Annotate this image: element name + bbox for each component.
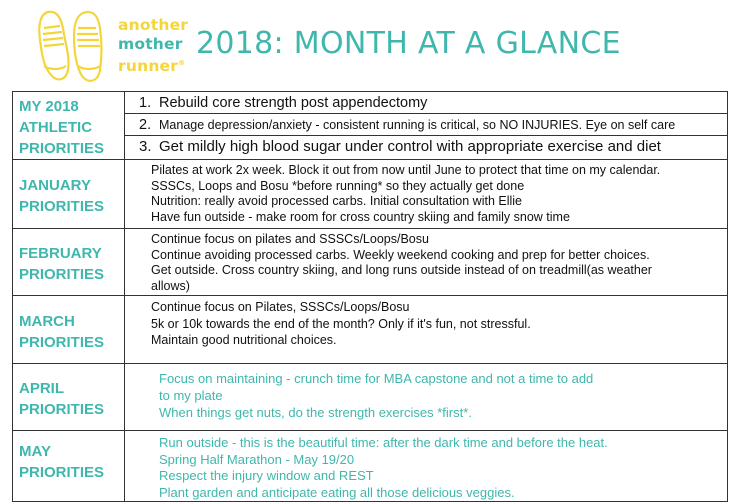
priority-line: Respect the injury window and REST (159, 468, 374, 483)
priority-line: Pilates at work 2x week. Block it out from now until June to protect that time on my calendar. (151, 163, 661, 177)
february-priorities-cell (125, 229, 728, 296)
label-line: PRIORITIES (19, 266, 105, 283)
row-label-january (13, 160, 125, 229)
priority-line: allows) (151, 278, 190, 293)
priority-line: Run outside - this is the beautiful time: after the dark time and before the heat. (159, 435, 608, 450)
priority-line: Maintain good nutritional choices. (151, 333, 337, 347)
priority-number: 2. (139, 116, 152, 133)
table-row (13, 160, 728, 229)
label-line: ATHLETIC (19, 119, 93, 136)
table-row (13, 364, 728, 431)
table-row (13, 296, 728, 364)
table-row (13, 92, 728, 160)
may-priorities-cell (125, 431, 728, 502)
page-title: 2018: MONTH AT A GLANCE (196, 26, 621, 61)
label-line: PRIORITIES (19, 198, 105, 215)
priority-line: Plant garden and anticipate eating all those delicious veggies. (159, 484, 515, 500)
priority-line: 5k or 10k towards the end of the month? Only if it's fun, not stressful. (151, 316, 531, 331)
row-label-athletic (13, 92, 125, 160)
priority-line: When things get nuts, do the strength exercises *first*. (159, 405, 472, 420)
priority-number: 3. (139, 138, 152, 155)
priority-item (125, 114, 727, 136)
logo-line-1: another (118, 16, 189, 34)
label-line: FEBRUARY (19, 245, 102, 262)
april-priorities-cell (125, 364, 728, 431)
row-label-february (13, 229, 125, 296)
priority-line: to my plate (159, 388, 223, 403)
priority-line: Get outside. Cross country skiing, and long runs outside instead of on treadmill(as weather (151, 263, 652, 277)
label-line: MAY (19, 443, 51, 460)
priority-line: SSSCs, Loops and Bosu *before running* so they actually get done (151, 178, 525, 193)
priority-line: Have fun outside - make room for cross country skiing and family snow time (151, 209, 570, 224)
january-priorities-cell (125, 160, 728, 229)
row-label-april (13, 364, 125, 431)
priorities-table (12, 91, 728, 502)
priority-text: Manage depression/anxiety - consistent running is critical, so NO INJURIES. Eye on self care (159, 117, 676, 132)
priority-item (125, 136, 727, 157)
logo-line-3: runner® (118, 57, 186, 76)
priority-item (125, 92, 727, 114)
label-line: PRIORITIES (19, 401, 105, 418)
priority-text: Rebuild core strength post appendectomy (159, 94, 428, 111)
priority-line: Continue focus on pilates and SSSCs/Loops/Bosu (151, 232, 429, 246)
priority-number: 1. (139, 94, 152, 111)
logo-line-2: mother (118, 35, 183, 53)
label-line: PRIORITIES (19, 140, 105, 157)
athletic-priorities-cell (125, 92, 728, 160)
table-row (13, 229, 728, 296)
priority-text: Get mildly high blood sugar under control with appropriate exercise and diet (159, 138, 661, 155)
label-line: PRIORITIES (19, 333, 105, 351)
priority-line: Nutrition: really avoid processed carbs. Initial consultation with Ellie (151, 194, 523, 208)
march-priorities-cell (125, 296, 728, 364)
table-row (13, 431, 728, 502)
label-line: MY 2018 (19, 98, 79, 115)
label-line: JANUARY (19, 177, 91, 194)
priority-line: Focus on maintaining - crunch time for MBA capstone and not a time to add (159, 371, 594, 386)
label-line: PRIORITIES (19, 464, 105, 481)
label-line: APRIL (19, 380, 64, 397)
row-label-march (13, 296, 125, 364)
priority-line: Continue avoiding processed carbs. Weekly weekend cooking and prep for better choices. (151, 247, 650, 262)
priority-line: Spring Half Marathon - May 19/20 (159, 451, 355, 467)
logo (30, 6, 190, 86)
running-shoes-icon (30, 6, 120, 86)
label-line: MARCH (19, 312, 75, 330)
row-label-may (13, 431, 125, 502)
priority-line: Continue focus on Pilates, SSSCs/Loops/Bosu (151, 300, 410, 314)
